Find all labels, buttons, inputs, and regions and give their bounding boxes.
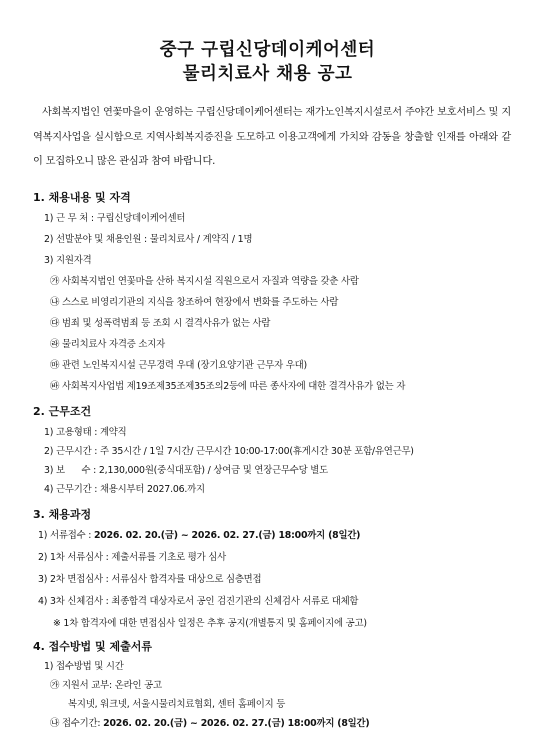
intro-paragraph: 사회복지법인 연꽃마을이 운영하는 구립신당데이케어센터는 재가노인복지시설로서 주야간 보호서비스 및 지역복지사업을 실시함으로 지역사회복지증진을 도모하고 이용고객에게 가치와 감동을 창출할 인재를 아래와 같이 모집하오니 많은 관심과 참여 바랍니다. xyxy=(33,107,511,167)
s1-qual-a: ㉮ 사회복지법인 연꽃마을 산하 복지시설 직원으로서 자질과 역량을 갖춘 사람 xyxy=(50,276,359,287)
s3-second-interview: 3) 2차 면접심사 : 서류심사 합격자를 대상으로 심층면접 xyxy=(38,574,262,585)
title-line-2: 물리치료사 채용 공고 xyxy=(182,64,353,84)
s2-work-hours: 2) 근무시간 : 주 35시간 / 1일 7시간/ 근무시간 10:00-17:00(휴게시간 30분 포함/유연근무) xyxy=(44,446,414,457)
s4-period-label: ㉯ 접수기간: xyxy=(50,718,104,729)
s3-third-physical: 4) 3차 신체검사 : 최종합격 대상자로서 공인 검진기관의 신체검사 서류로 대체함 xyxy=(38,596,359,607)
s4-application-form: ㉮ 지원서 교부: 온라인 공고 xyxy=(50,680,162,691)
section-1-heading: 1. 채용내용 및 자격 xyxy=(33,191,131,204)
s3-submission-period: 2026. 02. 20.(금) ~ 2026. 02. 27.(금) 18:00까지 (8일간) xyxy=(93,530,361,541)
s4-reception-period xyxy=(50,715,369,729)
s1-qual-d: ㉱ 물리치료사 자격증 소지자 xyxy=(50,339,165,350)
s1-position: 2) 선발분야 및 채용인원 : 물리치료사 / 계약직 / 1명 xyxy=(44,234,253,245)
section-3-heading: 3. 채용과정 xyxy=(33,508,92,521)
s3-first-screening: 2) 1차 서류심사 : 제출서류를 기초로 평가 심사 xyxy=(38,552,226,563)
s3-notice: ※ 1차 합격자에 대한 면접심사 일정은 추후 공지(개별통지 및 홈페이지에 공고) xyxy=(53,618,367,629)
section-2-heading: 2. 근무조건 xyxy=(33,405,92,418)
s2-employment-type: 1) 고용형태 : 계약직 xyxy=(44,427,127,438)
s2-salary: 3) 보 수 : 2,130,000원(중식대포함) / 상여금 및 연장근무수당 별도 xyxy=(44,465,329,476)
s1-qualification: 3) 지원자격 xyxy=(44,255,92,266)
s1-qual-e: ㉲ 관련 노인복지시설 근무경력 우대 (장기요양기관 근무자 우대) xyxy=(50,360,307,371)
s4-period-dates: 2026. 02. 20.(금) ~ 2026. 02. 27.(금) 18:00까지 (8일간) xyxy=(103,718,370,729)
title-line-1: 중구 구립신당데이케어센터 xyxy=(159,40,376,60)
s3-submission-label: 1) 서류접수 : xyxy=(38,530,94,541)
s1-qual-f: ㉳ 사회복지사업법 제19조제35조제35조의2등에 따른 종사자에 대한 결격사유가 없는 자 xyxy=(50,381,406,392)
s1-qual-b: ㉯ 스스로 비영리기관의 지식을 창조하여 현장에서 변화를 주도하는 사람 xyxy=(50,297,339,308)
s1-workplace: 1) 근 무 처 : 구립신당데이케어센터 xyxy=(44,213,186,224)
s4-posting-sites: 복지넷, 워크넷, 서울시물리치료협회, 센터 홈페이지 등 xyxy=(68,699,286,710)
s4-method-time: 1) 접수방법 및 시간 xyxy=(44,661,124,672)
s1-qual-c: ㉰ 범죄 및 성폭력범죄 등 조회 시 결격사유가 없는 사람 xyxy=(50,318,271,329)
section-4-heading: 4. 접수방법 및 제출서류 xyxy=(33,640,152,653)
s2-work-period: 4) 근무기간 : 채용시부터 2027.06.까지 xyxy=(44,484,205,495)
s3-document-submission xyxy=(38,527,360,541)
